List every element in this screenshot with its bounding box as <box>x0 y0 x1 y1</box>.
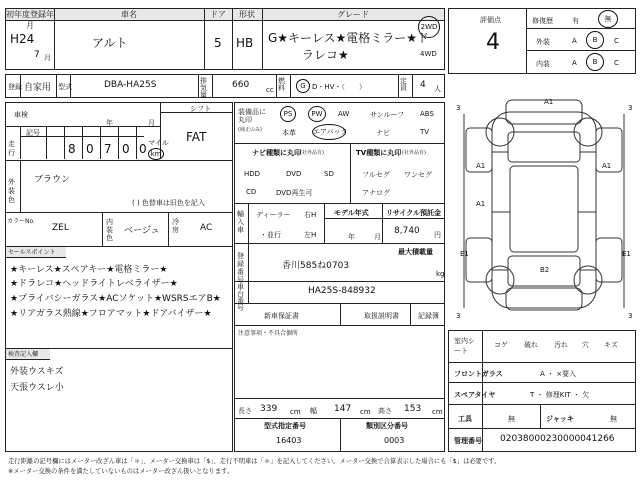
exterior-color: ブラウン <box>34 175 71 185</box>
l-class-no: 類別区分番号 <box>366 422 408 430</box>
interior-color: ベージュ <box>124 226 160 236</box>
km-unit: km <box>148 148 164 160</box>
diag-e1-right: E1 <box>622 250 631 258</box>
l-navi: ナビ種類に丸印 <box>252 149 301 157</box>
use-type: 自家用 <box>24 83 52 93</box>
l-sales: セールスポイント <box>6 247 66 258</box>
l-equip2: (純正のみ) <box>238 127 262 133</box>
l-chassis: 車台番号 <box>237 283 244 312</box>
l-navi2: (社外品有) <box>300 150 324 156</box>
maxload-kg: kg <box>436 270 445 278</box>
h-door: ドア <box>204 9 232 21</box>
l-manual: 取扱説明書 <box>364 312 399 320</box>
l-ac: 冷房 <box>172 218 179 234</box>
diag-a1-left: A1 <box>476 162 486 170</box>
l-reg: 登録 <box>8 83 22 91</box>
equip-ps: PS <box>280 106 296 122</box>
grade-line1: G★キーレス★電格ミラー★ド <box>268 31 429 45</box>
mile-unit: マイル <box>148 139 169 147</box>
door-count: 5 <box>214 36 222 50</box>
diag-3-tr: 3 <box>628 104 633 112</box>
seat-tear: 破れ <box>524 341 538 349</box>
grade-line2: ラレコ★ <box>302 48 349 62</box>
footer-note-1: 走行距離の記号欄にはメーター改ざん車は「＊」、メーター交換車は「$」、走行不明車は「＊」を記入してください。メーター交換で合算表示した場合にも「$」は必要です。 <box>8 458 501 465</box>
tv-oneseg: ワンセグ <box>404 171 432 179</box>
model-code: DBA-HA25S <box>104 80 157 90</box>
mile-d1: 8 <box>68 142 76 156</box>
displacement: 660 <box>232 80 250 90</box>
body-shape: HB <box>236 36 254 50</box>
tv-analog: アナログ <box>362 189 390 197</box>
l-exterior-grade: 外装 <box>536 38 550 46</box>
mile-d4: 0 <box>122 142 130 156</box>
ac: AC <box>200 223 213 233</box>
jack-value: 無 <box>610 415 617 423</box>
l-model: 型式 <box>58 83 72 91</box>
diag-a1-left2: A1 <box>476 200 486 208</box>
footer-note-2: ※メーター交換の条件を満たしていないものはメーター改ざん扱いとなります。 <box>8 468 234 475</box>
diag-a1-top: A1 <box>544 98 554 106</box>
l-regno: 登録番号 <box>237 252 244 284</box>
navi-dvd-play: DVD再生可 <box>276 189 313 197</box>
equip-leather: 本革 <box>282 129 296 137</box>
l-jack: ジャッキ <box>546 415 574 423</box>
recycle-yen: 円 <box>434 231 441 239</box>
l-maxload: 最大積載量 <box>398 248 433 256</box>
diag-3-br: 3 <box>628 312 633 320</box>
seat-burn: コゲ <box>494 341 508 349</box>
sales-point-1: ★キーレス★スペアキー★電格ミラー★ <box>10 265 168 275</box>
navi-sd: SD <box>324 170 334 178</box>
model-year-y: 年 <box>348 233 355 241</box>
note-1: 外装ウスキズ <box>10 367 64 377</box>
mgmt-no: 020380002300000412​66 <box>500 434 615 444</box>
l-new-warranty: 新車保証書 <box>264 312 299 320</box>
equip-navi: ナビ <box>376 129 390 137</box>
l-exterior: 外装色 <box>8 178 15 204</box>
l-spare: スペアタイヤ <box>454 391 496 399</box>
l-mile: 走行 <box>8 140 15 157</box>
class-no: 0003 <box>384 436 405 445</box>
tool-value: 無 <box>508 415 515 423</box>
l-mgmt: 管理番号 <box>454 437 482 445</box>
l-equip: 装備品に丸印 <box>238 108 266 124</box>
l-disp: 排気量 <box>200 77 207 99</box>
diag-3-bl: 3 <box>456 312 461 320</box>
tv-fullseg: フルセグ <box>362 171 390 179</box>
cc-unit: cc <box>266 86 274 94</box>
drive-4wd: 4WD <box>420 50 437 58</box>
score: 4 <box>486 30 500 55</box>
car-diagram <box>452 92 636 324</box>
reg-month-unit: 月 <box>44 54 51 62</box>
equip-sunroof: サンルーフ <box>370 111 405 119</box>
l-note: 検査記入欄 <box>6 349 50 360</box>
l-record: 記録簿 <box>418 312 439 320</box>
l-width: 幅 <box>310 407 317 415</box>
mile-d2: 0 <box>86 142 94 156</box>
l-recycle: リサイクル預託金 <box>386 209 442 217</box>
seat-scratch: キズ <box>604 341 618 349</box>
l-glass: フロントガラス <box>454 370 503 378</box>
width-cm: cm <box>360 408 371 416</box>
recycle-fee: 8,740 <box>394 226 420 236</box>
repair-no: 無 <box>598 10 618 28</box>
height: 153 <box>404 404 422 414</box>
capacity: 4 <box>420 80 426 90</box>
spare-value: T ・ 修理KIT ・ 欠 <box>530 391 590 399</box>
chassis-no: HA25S-848932 <box>308 286 376 296</box>
reg-number: 香川585ね0703 <box>282 261 350 271</box>
int-a: A <box>572 59 577 67</box>
type-no: 16403 <box>276 436 302 445</box>
width: 147 <box>334 404 352 414</box>
equip-abs: ABS <box>420 110 434 118</box>
diag-3-tl: 3 <box>456 104 461 112</box>
seat-hole: 穴 <box>582 341 589 349</box>
diag-b2: B2 <box>540 266 550 274</box>
int-b: B <box>586 53 604 71</box>
reg-era: H24 <box>10 32 35 46</box>
car-name: アルト <box>92 36 128 50</box>
import-dealer: ディーラー <box>256 211 291 219</box>
shift-type: FAT <box>186 130 207 144</box>
ext-c: C <box>614 37 619 45</box>
l-type-no: 型式指定番号 <box>264 422 306 430</box>
l-height: 高さ <box>378 407 392 415</box>
l-repair: 修復歴 <box>532 17 553 25</box>
handle-left: 左H <box>304 231 317 239</box>
diag-e1-left: E1 <box>460 250 469 258</box>
h-grade: グレード <box>262 9 444 21</box>
ext-b: B <box>586 31 604 49</box>
l-kigou: 記号 <box>26 129 40 137</box>
l-shift: シフト <box>190 105 211 113</box>
reg-month: 7 <box>34 50 40 60</box>
l-cap: 定員 <box>400 77 407 92</box>
drive-2wd: 2WD <box>418 16 440 38</box>
equip-airbag: エアバック <box>312 124 346 140</box>
h-name: 車名 <box>54 9 204 21</box>
l-tv: TV種類に丸印 <box>356 149 402 157</box>
fuel-other: D・HV・（ ） <box>312 83 366 91</box>
equip-tv: TV <box>420 128 430 136</box>
navi-cd: CD <box>246 188 257 196</box>
l-inspect: 車検 <box>14 111 28 119</box>
h-shape: 形状 <box>232 9 262 21</box>
l-memo: 注意事項・不具合個所 <box>238 330 299 337</box>
mile-d5: 0 <box>139 142 147 156</box>
l-fuel: 燃料 <box>278 77 285 92</box>
sales-point-3: ★プライバシーガラス★ACソケット★WSRSエアB★ <box>10 294 221 304</box>
l-month: 月 <box>148 119 155 127</box>
l-score: 評価点 <box>480 16 501 24</box>
sales-point-2: ★ドラレコ★ヘッドライトレベライザー★ <box>10 279 178 289</box>
color-note: ( ) 色替車は旧色を記入 <box>132 199 205 207</box>
fuel-gas: G <box>296 79 310 93</box>
ext-a: A <box>572 37 577 45</box>
length: 339 <box>260 404 278 414</box>
length-cm: cm <box>290 408 301 416</box>
sales-point-4: ★リアガラス熱線★フロアマット★ドアバイザー★ <box>10 309 212 319</box>
model-year-m: 月 <box>374 233 381 241</box>
navi-hdd: HDD <box>244 170 261 178</box>
l-seat: 室内シート <box>454 337 475 355</box>
note-2: 天張ウスレ小 <box>10 383 64 393</box>
l-import: 輸入車 <box>237 210 244 234</box>
l-length: 長さ <box>238 407 252 415</box>
cap-unit: 人 <box>434 85 441 93</box>
l-tool: 工具 <box>458 415 472 423</box>
l-tv2: (社外品有) <box>402 150 426 156</box>
l-model-year: モデル年式 <box>334 209 369 217</box>
navi-dvd: DVD <box>286 170 302 178</box>
equip-pw: PW <box>308 106 326 122</box>
int-c: C <box>614 59 619 67</box>
l-interior: 内装色 <box>106 218 113 242</box>
l-colorno: カラーNo. <box>7 218 35 225</box>
diag-a1-right: A1 <box>602 162 612 170</box>
handle-right: 右H <box>304 211 317 219</box>
repair-yes: 有 <box>572 17 579 25</box>
color-no: ZEL <box>52 223 69 233</box>
h-reg: 初年度登録年月 <box>6 10 54 30</box>
import-parallel: ・並行 <box>260 231 281 239</box>
l-year: 年 <box>106 119 113 127</box>
seat-dirt: 汚れ <box>554 341 568 349</box>
equip-aw: AW <box>338 110 350 118</box>
l-interior-grade: 内装 <box>536 60 550 68</box>
glass-value: A ・ ×要入 <box>540 370 577 378</box>
mile-d3: 7 <box>104 142 112 156</box>
height-cm: cm <box>432 408 443 416</box>
